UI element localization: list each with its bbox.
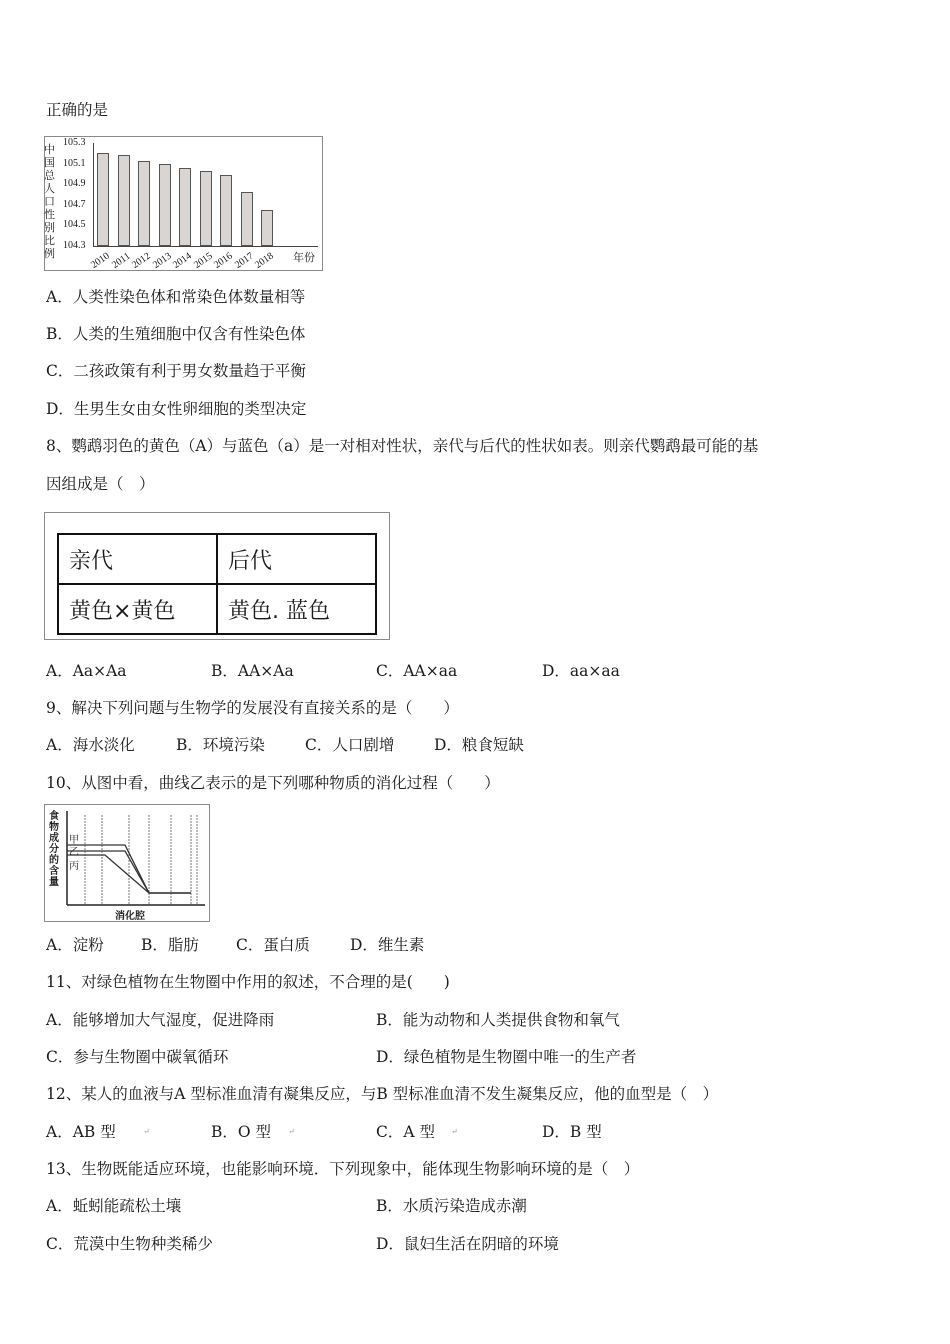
q11-option-b[interactable]: B．能为动物和人类提供食物和氧气 xyxy=(376,1011,620,1029)
legend-jia: 甲 xyxy=(69,835,79,846)
q8-option-a[interactable]: A．Aa×Aa xyxy=(46,662,127,680)
q9-option-b[interactable]: B．环境污染 xyxy=(176,736,265,754)
q12-option-d[interactable]: D．B 型 xyxy=(542,1123,602,1141)
bar-2010 xyxy=(97,153,109,246)
q9-option-c[interactable]: C．人口剧增 xyxy=(305,736,395,754)
q13-option-a[interactable]: A．蚯蚓能疏松土壤 xyxy=(46,1197,182,1215)
x-tick-label: 2011 xyxy=(109,250,132,272)
q8-stem-line1: 8、鹦鹉羽色的黄色（A）与蓝色（a）是一对相对性状，亲代与后代的性状如表。则亲代鹦鹉最可能的基 xyxy=(46,437,759,455)
bar-2011 xyxy=(118,155,130,246)
q7-option-c[interactable]: C．二孩政策有利于男女数量趋于平衡 xyxy=(46,362,306,380)
y-tick-label: 105.3 xyxy=(63,137,86,148)
q8-option-c[interactable]: C．AA×aa xyxy=(376,662,458,680)
y-tick-label: 104.9 xyxy=(63,178,86,190)
paragraph-mark-icon: ↵ xyxy=(288,1127,295,1136)
bar-2014 xyxy=(179,168,191,246)
x-axis-line xyxy=(93,246,318,247)
y-axis-line xyxy=(93,143,94,247)
q9-option-a[interactable]: A．海水淡化 xyxy=(46,736,135,754)
phenotype-table xyxy=(57,533,377,635)
q12-option-b[interactable]: B．O 型 xyxy=(211,1123,272,1141)
q10-stem: 10、从图中看，曲线乙表示的是下列哪种物质的消化过程（ ） xyxy=(46,774,500,792)
q7-option-d[interactable]: D．生男生女由女性卵细胞的类型决定 xyxy=(46,400,307,418)
q8-stem-line2: 因组成是（ ） xyxy=(46,475,155,493)
x-tick-label: 2010 xyxy=(89,250,112,272)
sex-ratio-bar-chart xyxy=(44,136,323,271)
legend-yi: 乙 xyxy=(69,847,79,858)
question-fragment: 正确的是 xyxy=(46,101,109,119)
q12-stem: 12、某人的血液与A 型标准血清有凝集反应，与B 型标准血清不发生凝集反应，他的血型是（ ） xyxy=(46,1085,719,1103)
q10-option-c[interactable]: C．蛋白质 xyxy=(236,936,310,954)
y-axis-label: 食物成分的含量 xyxy=(49,811,59,888)
x-tick-label: 2017 xyxy=(232,250,256,272)
q8-table-figure xyxy=(44,512,390,640)
q13-option-d[interactable]: D．鼠妇生活在阴暗的环境 xyxy=(376,1235,559,1253)
q13-option-b[interactable]: B．水质污染造成赤潮 xyxy=(376,1197,527,1215)
x-axis-label: 年份 xyxy=(293,251,315,264)
q11-stem: 11、对绿色植物在生物圈中作用的叙述，不合理的是( ) xyxy=(46,973,450,991)
x-tick-label: 2015 xyxy=(191,250,215,272)
q11-option-a[interactable]: A．能够增加大气湿度，促进降雨 xyxy=(46,1011,275,1029)
q10-option-d[interactable]: D．维生素 xyxy=(350,936,425,954)
bar-2016 xyxy=(220,175,232,246)
y-tick-label: 104.7 xyxy=(63,198,86,210)
x-axis-label: 消化腔 xyxy=(115,911,145,922)
table-cell-parent: 黄色×黄色 xyxy=(58,584,217,634)
q9-option-d[interactable]: D．粮食短缺 xyxy=(434,736,524,754)
q13-stem: 13、生物既能适应环境，也能影响环境．下列现象中，能体现生物影响环境的是（ ） xyxy=(46,1160,640,1178)
q8-option-b[interactable]: B．AA×Aa xyxy=(211,662,294,680)
y-tick-label: 104.3 xyxy=(63,240,86,251)
q7-option-b[interactable]: B．人类的生殖细胞中仅含有性染色体 xyxy=(46,325,306,343)
x-tick-label: 2016 xyxy=(212,250,235,272)
legend-bing: 丙 xyxy=(69,861,79,872)
table-cell-offspring: 黄色. 蓝色 xyxy=(217,584,376,634)
y-tick-label: 104.5 xyxy=(63,219,86,231)
bar-2017 xyxy=(241,192,253,246)
digestion-curve-figure xyxy=(44,804,210,922)
table-header-offspring: 后代 xyxy=(217,534,376,584)
y-axis-label: 中国总人口性别比例 xyxy=(44,143,55,260)
q12-option-a[interactable]: A．AB 型 xyxy=(46,1123,116,1141)
bar-2013 xyxy=(159,164,171,246)
q8-option-d[interactable]: D．aa×aa xyxy=(542,662,620,680)
y-tick-label: 105.1 xyxy=(63,157,86,169)
q10-option-a[interactable]: A．淀粉 xyxy=(46,936,104,954)
paragraph-mark-icon: ↵ xyxy=(451,1127,458,1136)
q10-option-b[interactable]: B．脂肪 xyxy=(141,936,199,954)
q11-option-c[interactable]: C．参与生物圈中碳氧循环 xyxy=(46,1048,229,1066)
paragraph-mark-icon: ↵ xyxy=(143,1127,150,1136)
q12-option-c[interactable]: C．A 型 xyxy=(376,1123,435,1141)
x-tick-label: 2013 xyxy=(150,250,174,272)
q9-stem: 9、解决下列问题与生物学的发展没有直接关系的是（ ） xyxy=(46,699,459,717)
x-tick-label: 2012 xyxy=(130,250,153,272)
bar-2015 xyxy=(200,171,212,246)
q7-option-a[interactable]: A．人类性染色体和常染色体数量相等 xyxy=(46,288,306,306)
x-tick-label: 2014 xyxy=(171,250,194,272)
bar-2012 xyxy=(138,161,150,246)
q13-option-c[interactable]: C．荒漠中生物种类稀少 xyxy=(46,1235,213,1253)
q11-option-d[interactable]: D．绿色植物是生物圈中唯一的生产者 xyxy=(376,1048,637,1066)
table-header-parent: 亲代 xyxy=(58,534,217,584)
bar-2018 xyxy=(261,210,273,246)
x-tick-label: 2018 xyxy=(253,250,276,272)
